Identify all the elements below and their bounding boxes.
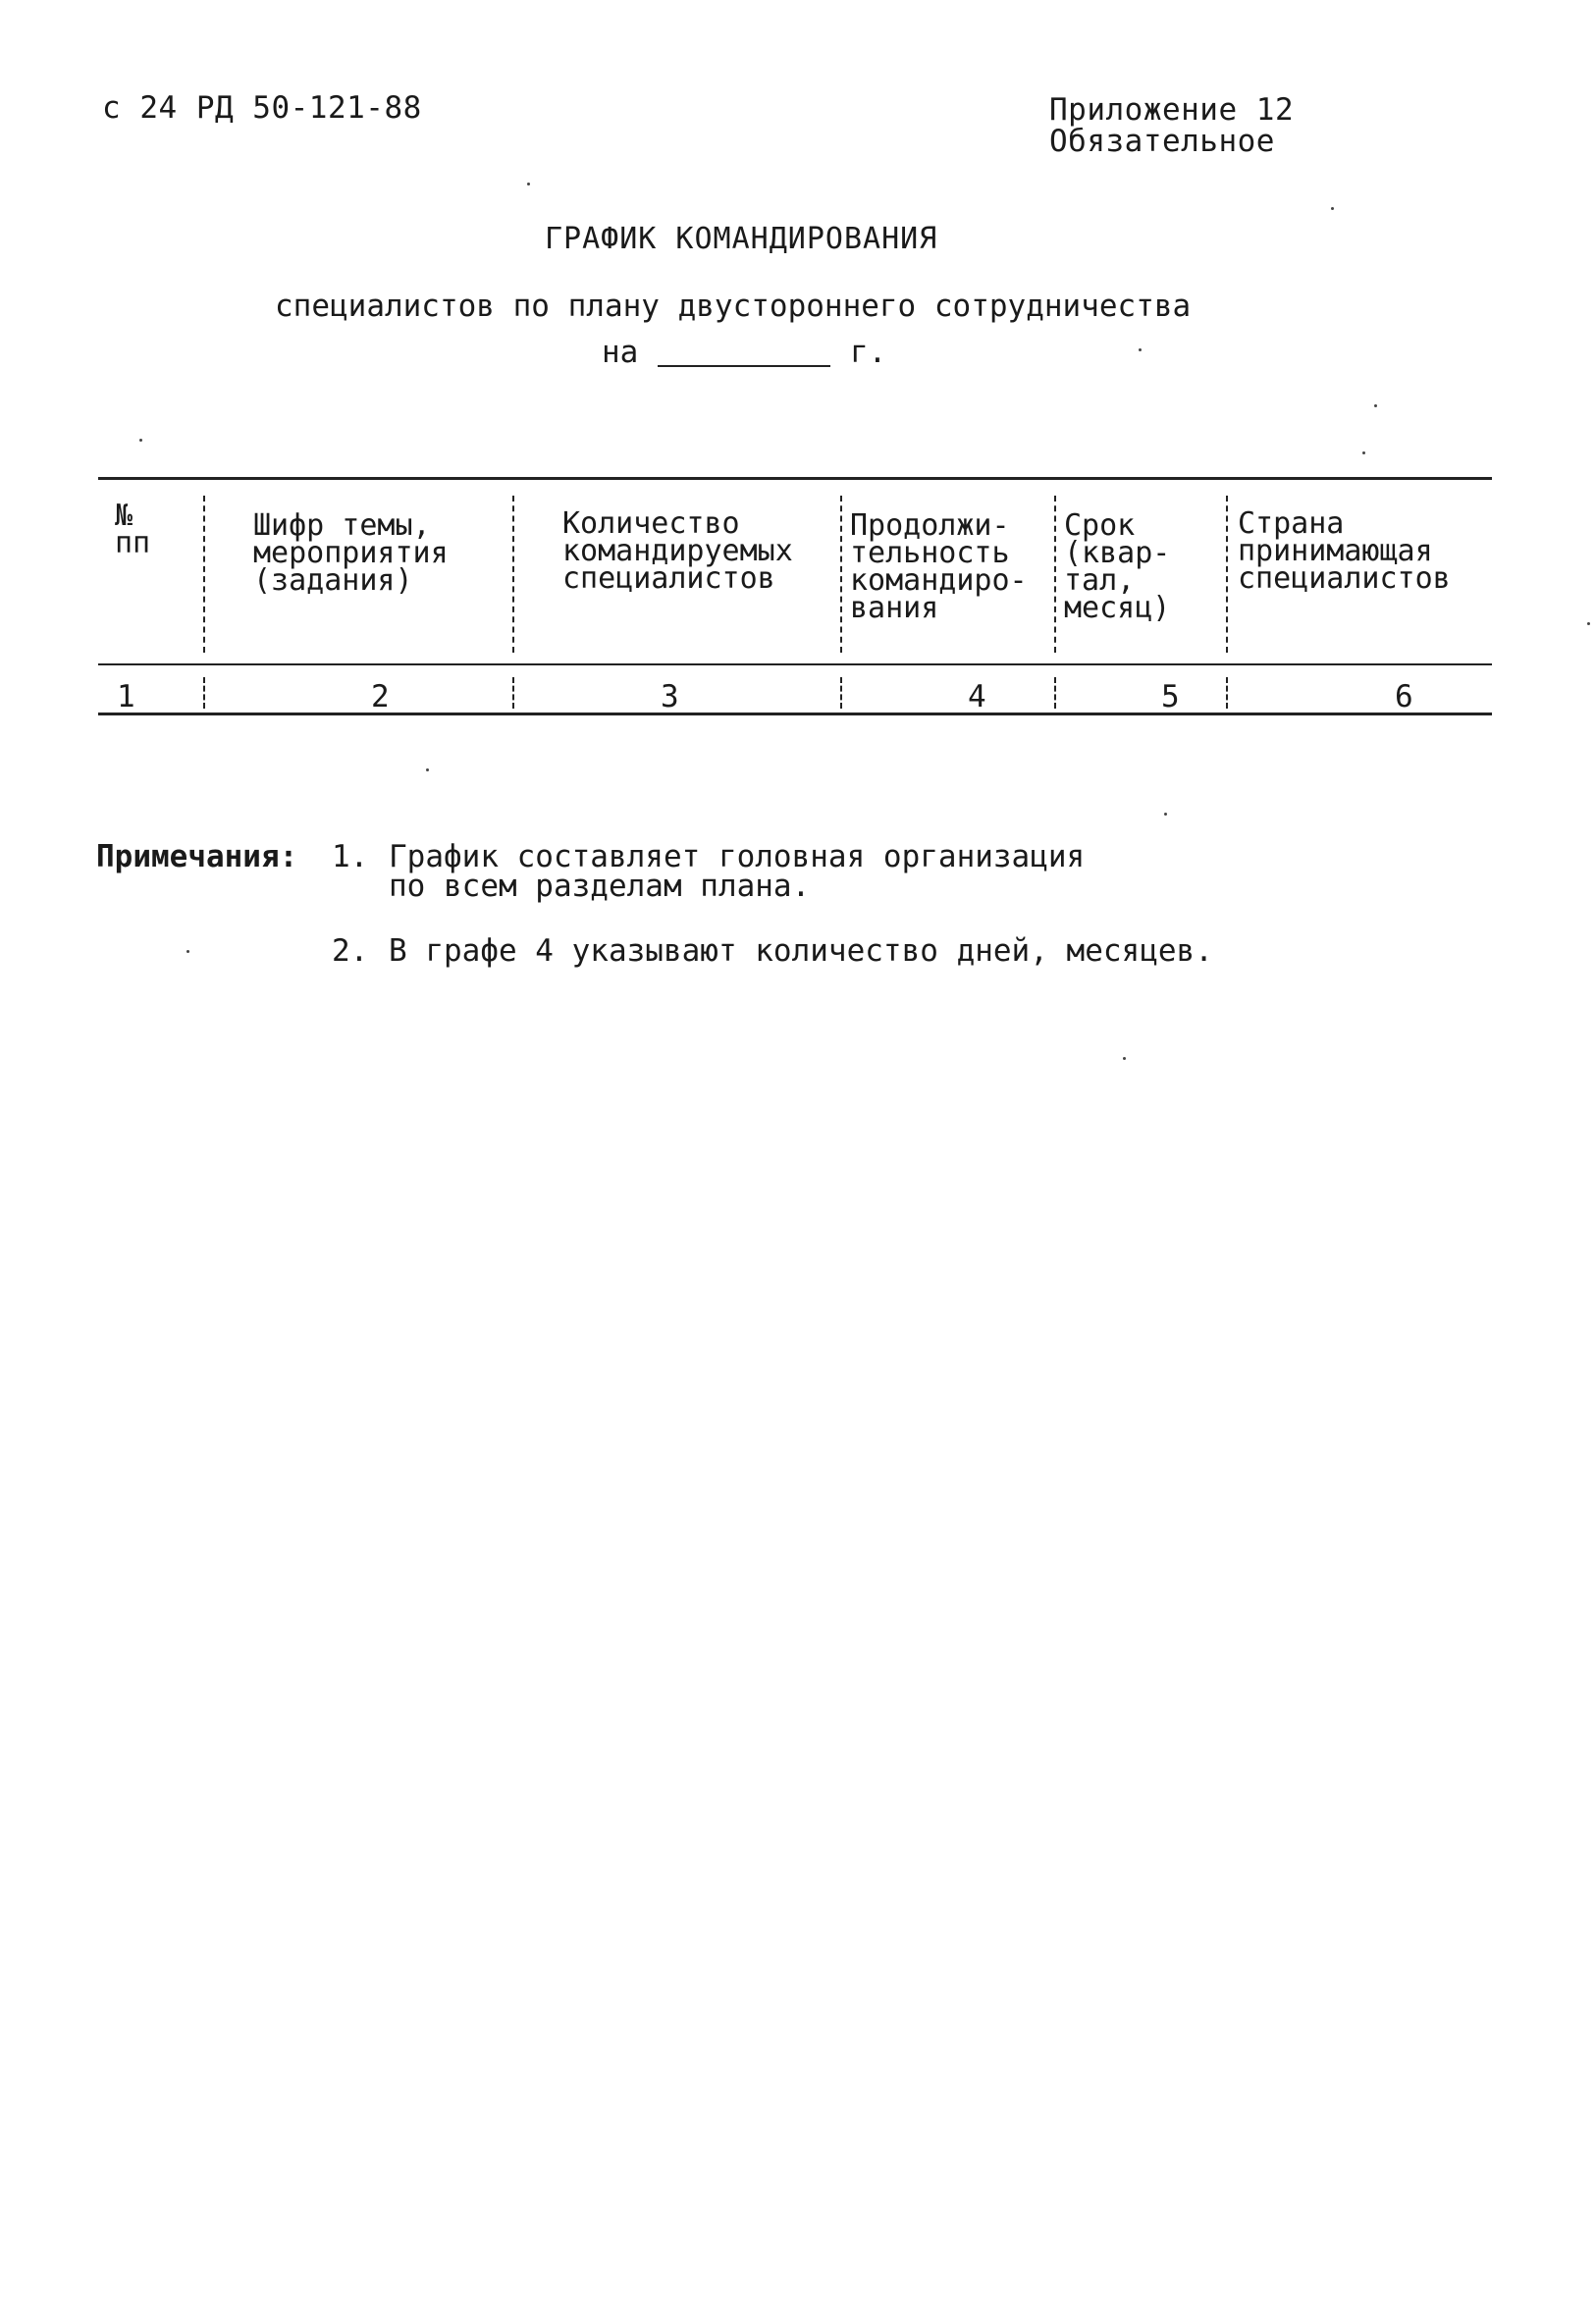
scan-speck — [1123, 1057, 1126, 1060]
column-separator — [203, 496, 205, 653]
scan-speck — [426, 768, 429, 771]
table-bottom-rule — [98, 713, 1492, 715]
column-number: 3 — [661, 679, 679, 714]
column-separator — [840, 496, 842, 653]
column-separator — [1054, 496, 1056, 653]
scan-speck — [139, 439, 142, 442]
document-title: ГРАФИК КОМАНДИРОВАНИЯ — [545, 222, 938, 256]
column-number: 1 — [117, 679, 135, 714]
appendix-status: Обязательное — [1049, 124, 1275, 159]
column-header: Срок (квар- тал, месяц) — [1064, 508, 1171, 625]
notes-label: Примечания: — [96, 839, 298, 874]
column-header: Количество командируемых специалистов — [562, 506, 793, 596]
column-separator — [840, 677, 842, 709]
scan-speck — [1374, 404, 1377, 407]
year-blank-line — [658, 365, 830, 367]
scan-speck — [527, 183, 530, 185]
note-number: 2. — [332, 933, 369, 969]
note-number: 1. — [332, 839, 369, 874]
column-separator — [1226, 496, 1228, 653]
column-separator — [203, 677, 205, 709]
column-header: № пп — [115, 499, 151, 560]
column-separator — [512, 496, 514, 653]
page-reference: с 24 РД 50-121-88 — [102, 90, 422, 126]
column-separator — [1226, 677, 1228, 709]
column-separator — [512, 677, 514, 709]
scan-speck — [1164, 813, 1167, 816]
year-prefix: на — [602, 335, 639, 370]
column-number: 2 — [371, 679, 390, 714]
scan-speck — [1362, 451, 1365, 454]
document-subtitle: специалистов по плану двустороннего сотрудничества — [275, 289, 1192, 324]
scan-speck — [1587, 622, 1590, 625]
note-text: В графе 4 указывают количество дней, месяцев. — [389, 933, 1213, 969]
column-header: Страна принимающая специалистов — [1238, 506, 1451, 596]
scan-speck — [186, 950, 189, 953]
column-header: Шифр темы, мероприятия (задания) — [253, 508, 449, 598]
note-text: График составляет головная организация по всем разделам плана. — [389, 839, 1086, 904]
appendix-number: Приложение 12 — [1049, 92, 1295, 128]
table-header-rule — [98, 663, 1492, 665]
year-suffix: г. — [850, 335, 887, 370]
scan-speck — [1331, 207, 1334, 210]
scan-speck — [1139, 348, 1142, 351]
table-top-rule — [98, 477, 1492, 480]
column-number: 4 — [968, 679, 986, 714]
column-header: Продолжи- тельность командиро- вания — [850, 508, 1028, 625]
column-number: 5 — [1161, 679, 1180, 714]
column-separator — [1054, 677, 1056, 709]
column-number: 6 — [1395, 679, 1413, 714]
